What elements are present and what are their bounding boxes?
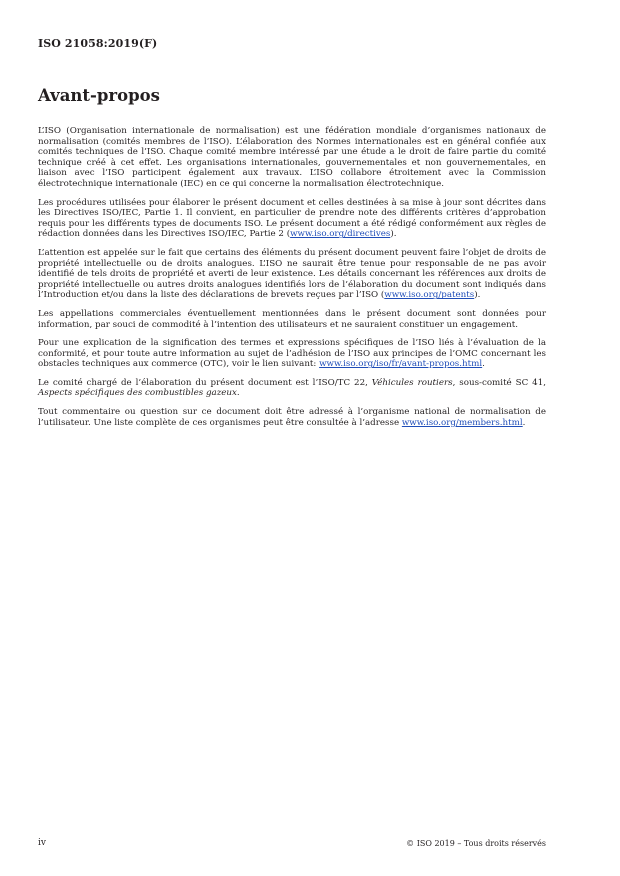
paragraph-organisation: L’ISO (Organisation internationale de normalisation) est une fédération mondiale d’organismes nationaux de normalisation (comités membres de l’ISO). L’élaboration des Normes internationales est en général confiée aux comités techniques de l’ISO. Chaque comité membre intéressé par une étude a le droit de faire partie du comité technique créé à cet effet. Les organisations internationales, gouvernementales et non gouvernementales, en liaison avec l’ISO participent également aux travaux. L’ISO collabore étroitement avec la Commission électrotechnique internationale (IEC) en ce qui concerne la normalisation électrotechnique. — [38, 126, 546, 189]
paragraph-text: Tout commentaire ou question sur ce document doit être adressé à l’organisme national de normalisation de l’utilisateur. Une liste complète de ces organismes peut être consultée à l’adresse — [38, 407, 546, 428]
paragraph-procedures — [38, 198, 546, 240]
paragraph-conformity — [38, 338, 546, 370]
foreword-link[interactable]: www.iso.org/iso/fr/avant-propos.html — [319, 359, 483, 370]
patents-link[interactable]: www.iso.org/patents — [384, 290, 475, 301]
page-title: Avant-propos — [38, 86, 160, 105]
paragraph-text: Le comité chargé de l’élaboration du présent document est l’ISO/TC 22, — [38, 377, 372, 388]
document-identifier: ISO 21058:2019(F) — [38, 37, 158, 50]
paragraph-text: ). — [390, 229, 397, 240]
committee-title: Véhicules routiers — [371, 377, 453, 388]
directives-link[interactable]: www.iso.org/directives — [290, 229, 391, 240]
subcommittee-title: Aspects spécifiques des combustibles gazeux. — [38, 388, 240, 399]
paragraph-text: ). — [474, 290, 481, 301]
paragraph-text: Pour une explication de la signification des termes et expressions spécifiques de l’ISO liés à l’évaluation de la conformité, et pour toute autre information au sujet de l’adhésion de l’ISO aux principes de l’OMC concernant les obstacles techniques aux commerce (OTC), voir le lien suivant: — [38, 338, 546, 370]
paragraph-committee — [38, 378, 546, 399]
members-link[interactable]: www.iso.org/members.html — [401, 417, 523, 428]
paragraph-patents — [38, 248, 546, 301]
paragraph-text: . — [522, 417, 526, 428]
paragraph-text: Les procédures utilisées pour élaborer le présent document et celles destinées à sa mise à jour sont décrites dans les Directives ISO/IEC, Partie 1. Il convient, en particulier de prendre note des différents critères d’approbation requis pour les différents types de documents ISO. Le présent document a été rédigé conformément aux règles de rédaction données dans les Directives ISO/IEC, Partie 2 ( — [38, 197, 546, 240]
copyright-notice: © ISO 2019 – Tous droits réservés — [406, 839, 546, 848]
document-body — [38, 126, 546, 436]
paragraph-text: , sous-comité SC 41, — [452, 377, 546, 388]
paragraph-text: . — [482, 359, 485, 370]
paragraph-feedback — [38, 407, 546, 428]
page-number: iv — [38, 838, 46, 848]
paragraph-trade-names: Les appellations commerciales éventuellement mentionnées dans le présent document sont données pour information, par souci de commodité à l’intention des utilisateurs et ne sauraient constituer un engagement. — [38, 308, 546, 330]
paragraph-text: L’attention est appelée sur le fait que certains des éléments du présent document peuvent faire l’objet de droits de propriété intellectuelle ou de droits analogues. L’ISO ne saurait être tenue pour responsable de ne pas avoir identifié de tels droits de propriété et averti de leur existence. Les détails concernant les références aux droits de propriété intellectuelle ou autres droits analogues identifiés lors de l’élaboration du document sont indiqués dans l’Introduction et/ou dans la liste des déclarations de brevets reçues par l’ISO ( — [38, 247, 546, 301]
